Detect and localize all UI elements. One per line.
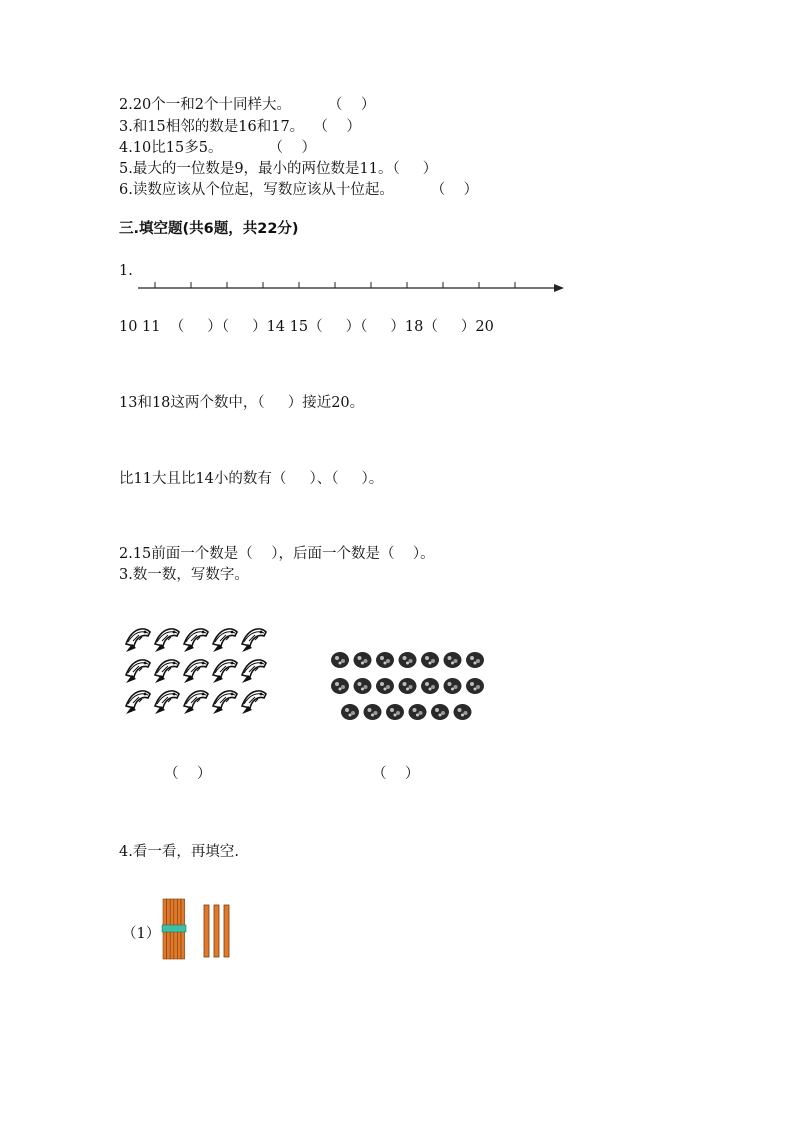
q3-text: 3.数一数，写数字。 [119, 567, 249, 583]
sticks-picture [160, 895, 240, 965]
section-heading: 三.填空题(共6题，共22分) [119, 221, 299, 237]
q4-text: 4.看一看，再填空. [119, 844, 239, 860]
judge-item-6: 6.读数应该从个位起，写数应该从十位起。 （ ） [119, 182, 479, 198]
ball-icon [399, 678, 417, 694]
stick-bundle-icon [162, 899, 186, 959]
fish-icon [213, 629, 237, 652]
ball-icon [376, 652, 394, 668]
fish-icon [126, 629, 150, 652]
ball-icon [354, 678, 372, 694]
ball-icon [454, 704, 472, 720]
fish-icon [126, 691, 150, 714]
fish-icon [184, 629, 208, 652]
fish-icon [126, 660, 150, 683]
single-stick-icon [224, 905, 229, 957]
number-line [138, 278, 568, 298]
fish-icon [155, 660, 179, 683]
ball-icon [376, 678, 394, 694]
fish-icon [213, 660, 237, 683]
single-stick-icon [214, 905, 219, 957]
number-line-ticks [155, 282, 515, 288]
ball-icon [466, 652, 484, 668]
ball-icon [444, 678, 462, 694]
fish-icon [242, 691, 266, 714]
fish-icon [213, 691, 237, 714]
ball-icon [421, 652, 439, 668]
ball-icon [421, 678, 439, 694]
fish-icon [242, 629, 266, 652]
ball-icon [354, 652, 372, 668]
q3-answer-fish: （ ） [164, 766, 212, 782]
q3-answer-balls: （ ） [372, 766, 420, 782]
ball-icon [409, 704, 427, 720]
q1-sequence: 10 11 （ ）（ ）14 15（ ）（ ）18（ ）20 [119, 319, 494, 335]
q2-text: 2.15前面一个数是（ ），后面一个数是（ ）。 [119, 546, 435, 562]
ball-icon [341, 704, 359, 720]
single-stick-icon [204, 905, 209, 957]
ball-icon [444, 652, 462, 668]
fish-icon [184, 691, 208, 714]
q1-compare: 13和18这两个数中，（ ）接近20。 [119, 395, 365, 411]
ball-icon [331, 652, 349, 668]
judge-item-3: 3.和15相邻的数是16和17。 （ ） [119, 119, 361, 135]
judge-item-4: 4.10比15多5。 （ ） [119, 140, 316, 156]
fish-icon [155, 691, 179, 714]
fish-icon [155, 629, 179, 652]
ball-icon [466, 678, 484, 694]
ball-picture [330, 650, 490, 725]
ball-icon [331, 678, 349, 694]
ball-icon [364, 704, 382, 720]
q1-label: 1. [119, 263, 133, 279]
ball-icon [399, 652, 417, 668]
q4-sub-label: （1） [122, 926, 161, 942]
q1-between: 比11大且比14小的数有（ ）、（ ）。 [119, 471, 384, 487]
ball-icon [386, 704, 404, 720]
ball-icon [431, 704, 449, 720]
fish-icon [184, 660, 208, 683]
judge-item-5: 5.最大的一位数是9，最小的两位数是11。（ ） [119, 161, 438, 177]
fish-icon [242, 660, 266, 683]
judge-item-2: 2.20个一和2个十同样大。 （ ） [119, 97, 376, 113]
fish-picture [122, 620, 272, 720]
